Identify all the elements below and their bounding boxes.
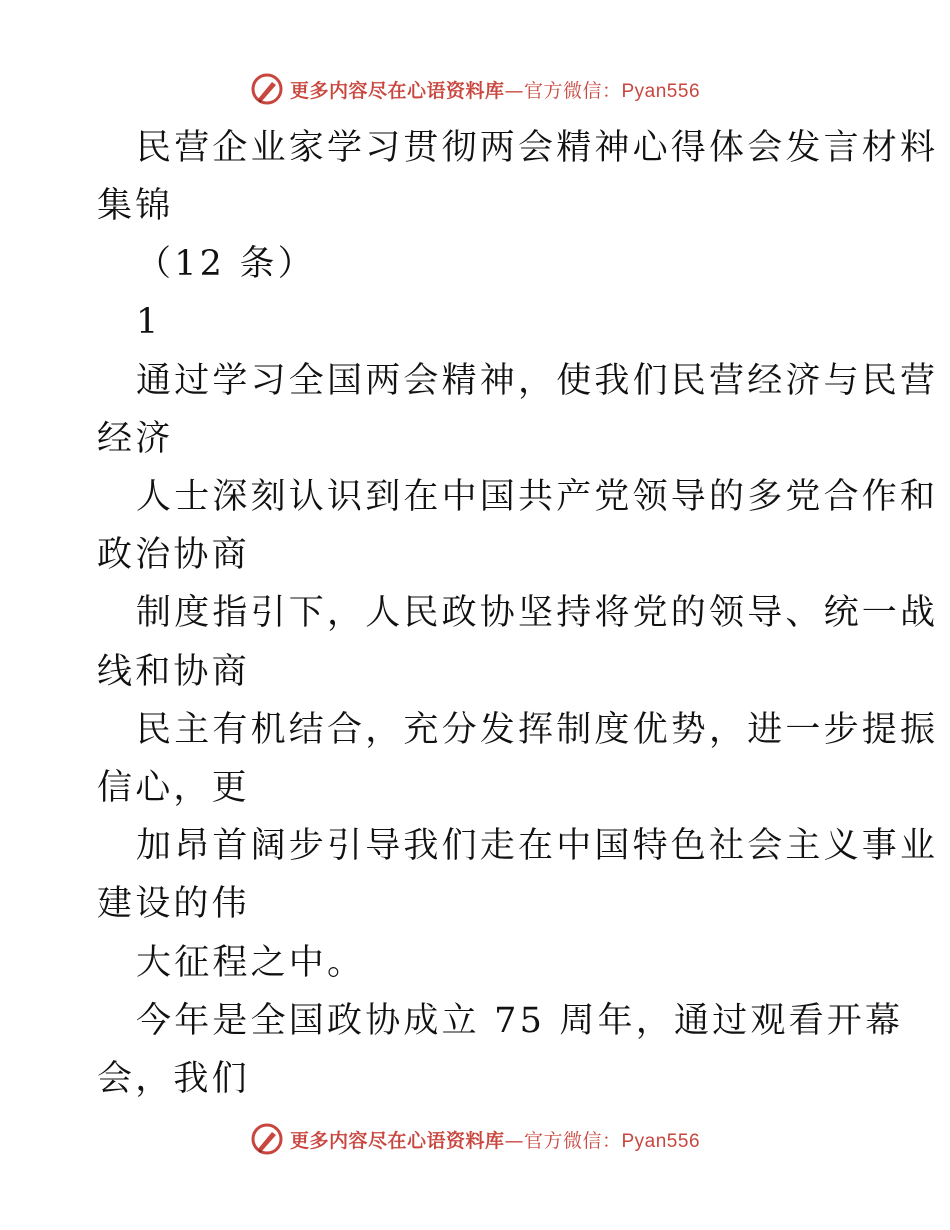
footer-watermark	[0, 1122, 950, 1156]
paragraph-line: 建设的伟	[97, 884, 250, 924]
paragraph-line: 制度指引下，人民政协坚持将党的领导、统一战	[136, 593, 939, 633]
watermark-separator: —	[504, 79, 524, 102]
paragraph-line: 今年是全国政协成立 75 周年，通过观看开幕	[136, 1001, 904, 1041]
pen-logo-icon	[250, 1122, 284, 1156]
paragraph-line: 民主有机结合，充分发挥制度优势，进一步提振	[136, 710, 939, 750]
watermark-text	[290, 76, 700, 103]
paragraph-line: 会，我们	[97, 1059, 250, 1099]
title-line-1: 民营企业家学习贯彻两会精神心得体会发言材料	[136, 128, 939, 168]
paragraph-line: 信心，更	[97, 768, 250, 808]
watermark-main: 更多内容尽在心语资料库	[289, 1129, 505, 1152]
paragraph-line: 线和协商	[97, 652, 250, 692]
watermark-main: 更多内容尽在心语资料库	[289, 79, 505, 102]
watermark-label: 官方微信：	[523, 1129, 622, 1152]
paragraph-line: 大征程之中。	[136, 943, 366, 983]
watermark-id: Pyan556	[621, 1130, 701, 1152]
watermark-label: 官方微信：	[523, 79, 622, 102]
paragraph-line: 加昂首阔步引导我们走在中国特色社会主义事业	[136, 826, 939, 866]
subtitle-count: （12 条）	[136, 244, 316, 284]
watermark-text	[290, 1126, 700, 1153]
title-line-2: 集锦	[97, 186, 174, 226]
pen-logo-icon	[250, 72, 284, 106]
paragraph-line: 经济	[97, 419, 174, 459]
header-watermark	[0, 72, 950, 106]
section-number: 1	[136, 302, 162, 342]
watermark-id: Pyan556	[621, 80, 701, 102]
paragraph-line: 通过学习全国两会精神，使我们民营经济与民营	[136, 361, 939, 401]
paragraph-line: 人士深刻认识到在中国共产党领导的多党合作和	[136, 477, 939, 517]
paragraph-line: 政治协商	[97, 535, 250, 575]
watermark-separator: —	[504, 1129, 524, 1152]
